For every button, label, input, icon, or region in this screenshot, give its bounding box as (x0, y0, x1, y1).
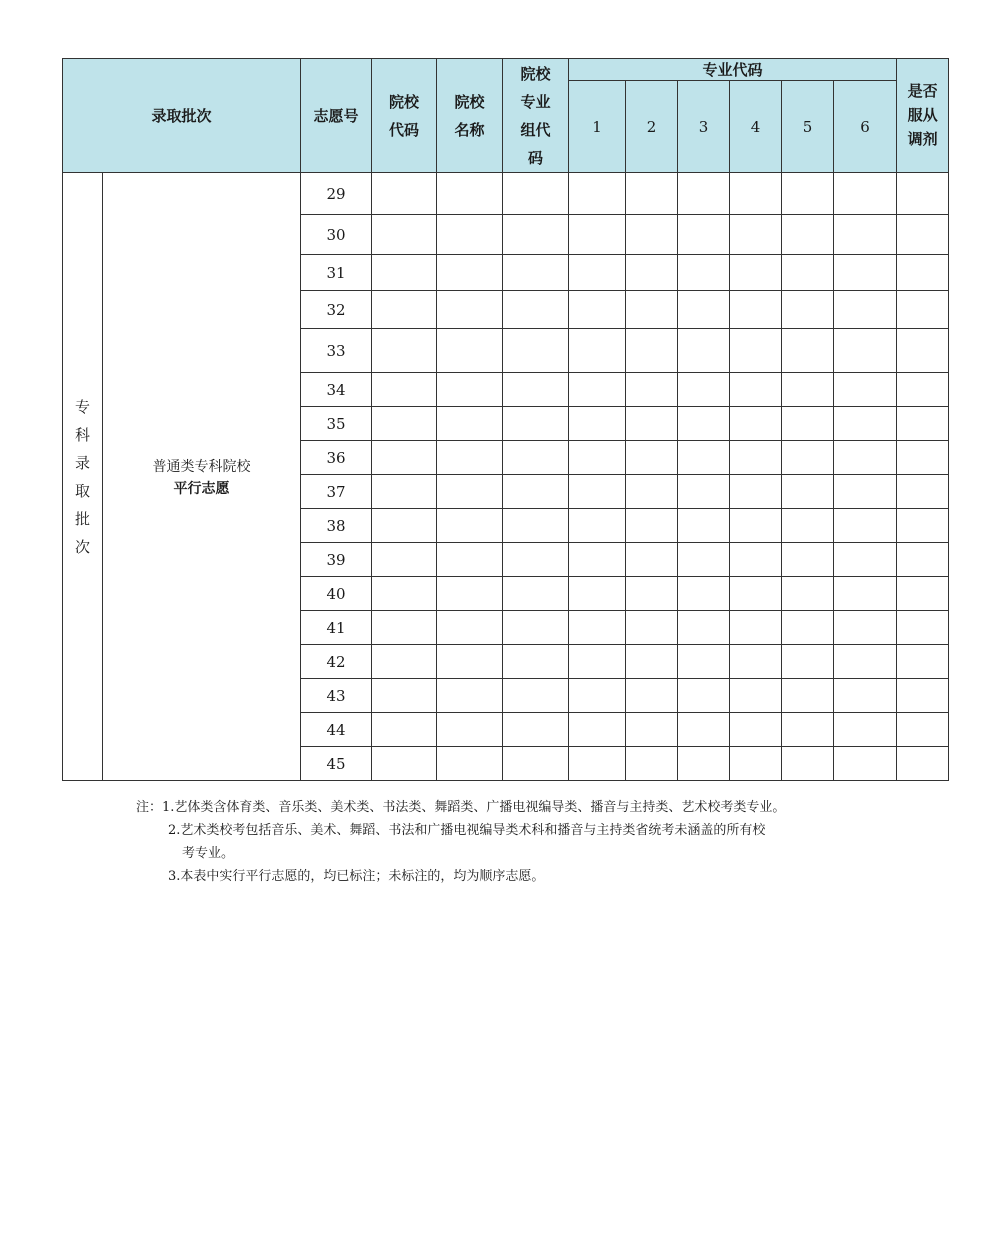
wish-row (63, 173, 949, 215)
school-code-cell[interactable] (372, 291, 437, 329)
major-2-cell[interactable] (626, 173, 678, 215)
school-name-cell[interactable] (437, 645, 503, 679)
wish-number: 32 (301, 291, 372, 329)
school-code-cell[interactable] (372, 509, 437, 543)
major-3-cell[interactable] (678, 577, 730, 611)
major-6-cell[interactable] (834, 255, 897, 291)
adjust-cell[interactable] (897, 407, 949, 441)
major-3-cell[interactable] (678, 611, 730, 645)
school-name-cell[interactable] (437, 475, 503, 509)
wish-number: 29 (301, 173, 372, 215)
major-1-cell[interactable] (569, 509, 626, 543)
major-6-cell[interactable] (834, 407, 897, 441)
wish-number: 37 (301, 475, 372, 509)
wish-number: 35 (301, 407, 372, 441)
note-2-cont: 考专业。 (182, 846, 235, 861)
group-code-cell[interactable] (503, 509, 569, 543)
header-major-4: 4 (730, 81, 782, 173)
major-5-cell[interactable] (782, 255, 834, 291)
major-5-cell[interactable] (782, 173, 834, 215)
adjust-cell[interactable] (897, 329, 949, 373)
group-code-cell[interactable] (503, 173, 569, 215)
major-2-cell[interactable] (626, 645, 678, 679)
major-6-cell[interactable] (834, 747, 897, 781)
school-name-cell[interactable] (437, 291, 503, 329)
group-code-cell[interactable] (503, 255, 569, 291)
school-name-cell[interactable] (437, 713, 503, 747)
major-1-cell[interactable] (569, 373, 626, 407)
major-3-cell[interactable] (678, 215, 730, 255)
major-5-cell[interactable] (782, 475, 834, 509)
major-3-cell[interactable] (678, 291, 730, 329)
major-2-cell[interactable] (626, 543, 678, 577)
major-6-cell[interactable] (834, 679, 897, 713)
major-4-cell[interactable] (730, 291, 782, 329)
group-code-cell[interactable] (503, 373, 569, 407)
major-1-cell[interactable] (569, 713, 626, 747)
major-4-cell[interactable] (730, 407, 782, 441)
adjust-cell[interactable] (897, 645, 949, 679)
batch-level: 专科录取批次 (74, 397, 90, 556)
major-5-cell[interactable] (782, 373, 834, 407)
header-school-name: 院校名称 (437, 59, 503, 173)
school-code-cell[interactable] (372, 407, 437, 441)
application-form-table (62, 58, 949, 781)
school-code-cell[interactable] (372, 577, 437, 611)
major-5-cell[interactable] (782, 543, 834, 577)
school-name-cell[interactable] (437, 329, 503, 373)
header-school-code: 院校代码 (372, 59, 437, 173)
major-6-cell[interactable] (834, 291, 897, 329)
group-code-cell[interactable] (503, 747, 569, 781)
major-3-cell[interactable] (678, 329, 730, 373)
batch-name: 普通类专科院校 (152, 458, 251, 475)
adjust-cell[interactable] (897, 173, 949, 215)
wish-number: 30 (301, 215, 372, 255)
school-name-cell[interactable] (437, 441, 503, 475)
adjust-cell[interactable] (897, 509, 949, 543)
adjust-cell[interactable] (897, 713, 949, 747)
major-4-cell[interactable] (730, 577, 782, 611)
major-1-cell[interactable] (569, 679, 626, 713)
wish-number: 38 (301, 509, 372, 543)
major-6-cell[interactable] (834, 475, 897, 509)
notes (136, 796, 926, 888)
school-code-cell[interactable] (372, 475, 437, 509)
header-major-2: 2 (626, 81, 678, 173)
header-wish-no: 志愿号 (301, 59, 372, 173)
school-code-cell[interactable] (372, 215, 437, 255)
major-1-cell[interactable] (569, 543, 626, 577)
wish-number: 40 (301, 577, 372, 611)
note-2: 2.艺术类校考包括音乐、美术、舞蹈、书法和广播电视编导类术科和播音与主持类省统考未涵盖的所有校 (168, 823, 766, 838)
major-5-cell[interactable] (782, 291, 834, 329)
major-5-cell[interactable] (782, 679, 834, 713)
school-code-cell[interactable] (372, 543, 437, 577)
wish-number: 44 (301, 713, 372, 747)
adjust-cell[interactable] (897, 373, 949, 407)
major-4-cell[interactable] (730, 611, 782, 645)
major-3-cell[interactable] (678, 475, 730, 509)
school-name-cell[interactable] (437, 577, 503, 611)
note-1: 注：1.艺体类含体育类、音乐类、美术类、书法类、舞蹈类、广播电视编导类、播音与主持类、艺术校考类专业。 (136, 800, 786, 815)
adjust-cell[interactable] (897, 611, 949, 645)
school-name-cell[interactable] (437, 543, 503, 577)
school-name-cell[interactable] (437, 679, 503, 713)
group-code-cell[interactable] (503, 611, 569, 645)
school-name-cell[interactable] (437, 509, 503, 543)
major-1-cell[interactable] (569, 407, 626, 441)
school-name-cell[interactable] (437, 747, 503, 781)
major-4-cell[interactable] (730, 679, 782, 713)
major-6-cell[interactable] (834, 373, 897, 407)
major-4-cell[interactable] (730, 475, 782, 509)
group-code-cell[interactable] (503, 577, 569, 611)
wish-number: 43 (301, 679, 372, 713)
major-4-cell[interactable] (730, 255, 782, 291)
header-major-1: 1 (569, 81, 626, 173)
major-3-cell[interactable] (678, 679, 730, 713)
school-code-cell[interactable] (372, 679, 437, 713)
major-1-cell[interactable] (569, 577, 626, 611)
major-2-cell[interactable] (626, 475, 678, 509)
wish-number: 45 (301, 747, 372, 781)
major-4-cell[interactable] (730, 543, 782, 577)
major-2-cell[interactable] (626, 407, 678, 441)
major-5-cell[interactable] (782, 645, 834, 679)
major-3-cell[interactable] (678, 173, 730, 215)
major-6-cell[interactable] (834, 215, 897, 255)
major-1-cell[interactable] (569, 329, 626, 373)
major-5-cell[interactable] (782, 747, 834, 781)
major-6-cell[interactable] (834, 543, 897, 577)
group-code-cell[interactable] (503, 645, 569, 679)
major-3-cell[interactable] (678, 543, 730, 577)
school-code-cell[interactable] (372, 747, 437, 781)
wish-number: 33 (301, 329, 372, 373)
major-1-cell[interactable] (569, 215, 626, 255)
major-2-cell[interactable] (626, 611, 678, 645)
major-3-cell[interactable] (678, 255, 730, 291)
major-3-cell[interactable] (678, 407, 730, 441)
major-2-cell[interactable] (626, 679, 678, 713)
major-2-cell[interactable] (626, 215, 678, 255)
major-5-cell[interactable] (782, 509, 834, 543)
major-1-cell[interactable] (569, 475, 626, 509)
group-code-cell[interactable] (503, 543, 569, 577)
major-1-cell[interactable] (569, 291, 626, 329)
major-6-cell[interactable] (834, 645, 897, 679)
school-name-cell[interactable] (437, 407, 503, 441)
major-5-cell[interactable] (782, 611, 834, 645)
major-6-cell[interactable] (834, 713, 897, 747)
major-6-cell[interactable] (834, 173, 897, 215)
major-6-cell[interactable] (834, 441, 897, 475)
adjust-cell[interactable] (897, 215, 949, 255)
major-5-cell[interactable] (782, 441, 834, 475)
major-4-cell[interactable] (730, 713, 782, 747)
school-code-cell[interactable] (372, 373, 437, 407)
wish-number: 34 (301, 373, 372, 407)
school-name-cell[interactable] (437, 255, 503, 291)
school-code-cell[interactable] (372, 645, 437, 679)
adjust-cell[interactable] (897, 543, 949, 577)
adjust-cell[interactable] (897, 577, 949, 611)
school-code-cell[interactable] (372, 255, 437, 291)
group-code-cell[interactable] (503, 679, 569, 713)
header-major-5: 5 (782, 81, 834, 173)
school-name-cell[interactable] (437, 373, 503, 407)
group-code-cell[interactable] (503, 215, 569, 255)
wish-number: 31 (301, 255, 372, 291)
major-4-cell[interactable] (730, 509, 782, 543)
major-4-cell[interactable] (730, 373, 782, 407)
major-1-cell[interactable] (569, 611, 626, 645)
major-2-cell[interactable] (626, 291, 678, 329)
major-4-cell[interactable] (730, 441, 782, 475)
batch-name-cell (103, 173, 301, 781)
group-code-cell[interactable] (503, 475, 569, 509)
major-5-cell[interactable] (782, 713, 834, 747)
major-1-cell[interactable] (569, 173, 626, 215)
major-2-cell[interactable] (626, 255, 678, 291)
major-5-cell[interactable] (782, 577, 834, 611)
adjust-cell[interactable] (897, 291, 949, 329)
school-code-cell[interactable] (372, 329, 437, 373)
adjust-cell[interactable] (897, 475, 949, 509)
major-2-cell[interactable] (626, 373, 678, 407)
header-group-code: 院校专业组代码 (503, 59, 569, 173)
school-name-cell[interactable] (437, 611, 503, 645)
major-3-cell[interactable] (678, 713, 730, 747)
major-5-cell[interactable] (782, 329, 834, 373)
major-3-cell[interactable] (678, 509, 730, 543)
school-name-cell[interactable] (437, 215, 503, 255)
major-2-cell[interactable] (626, 441, 678, 475)
major-1-cell[interactable] (569, 441, 626, 475)
group-code-cell[interactable] (503, 713, 569, 747)
note-3: 3.本表中实行平行志愿的，均已标注；未标注的，均为顺序志愿。 (168, 869, 545, 884)
major-4-cell[interactable] (730, 215, 782, 255)
major-4-cell[interactable] (730, 173, 782, 215)
wish-number: 42 (301, 645, 372, 679)
wish-number: 36 (301, 441, 372, 475)
adjust-cell[interactable] (897, 255, 949, 291)
major-3-cell[interactable] (678, 373, 730, 407)
group-code-cell[interactable] (503, 329, 569, 373)
major-4-cell[interactable] (730, 747, 782, 781)
major-4-cell[interactable] (730, 329, 782, 373)
header-major-3: 3 (678, 81, 730, 173)
major-1-cell[interactable] (569, 255, 626, 291)
school-name-cell[interactable] (437, 173, 503, 215)
major-5-cell[interactable] (782, 407, 834, 441)
batch-level-cell (63, 173, 103, 781)
major-6-cell[interactable] (834, 329, 897, 373)
major-4-cell[interactable] (730, 645, 782, 679)
major-3-cell[interactable] (678, 645, 730, 679)
batch-type: 平行志愿 (173, 480, 230, 497)
header-major-6: 6 (834, 81, 897, 173)
header-major-code: 专业代码 (569, 59, 897, 81)
header-adjust: 是否服从调剂 (897, 59, 949, 173)
wish-number: 39 (301, 543, 372, 577)
major-2-cell[interactable] (626, 747, 678, 781)
school-code-cell[interactable] (372, 713, 437, 747)
major-3-cell[interactable] (678, 747, 730, 781)
adjust-cell[interactable] (897, 747, 949, 781)
major-5-cell[interactable] (782, 215, 834, 255)
school-code-cell[interactable] (372, 611, 437, 645)
major-3-cell[interactable] (678, 441, 730, 475)
major-2-cell[interactable] (626, 713, 678, 747)
group-code-cell[interactable] (503, 441, 569, 475)
group-code-cell[interactable] (503, 291, 569, 329)
adjust-cell[interactable] (897, 679, 949, 713)
major-1-cell[interactable] (569, 747, 626, 781)
school-code-cell[interactable] (372, 173, 437, 215)
major-6-cell[interactable] (834, 611, 897, 645)
major-2-cell[interactable] (626, 577, 678, 611)
adjust-cell[interactable] (897, 441, 949, 475)
major-6-cell[interactable] (834, 509, 897, 543)
major-2-cell[interactable] (626, 509, 678, 543)
header-batch: 录取批次 (63, 59, 301, 173)
school-code-cell[interactable] (372, 441, 437, 475)
wish-number: 41 (301, 611, 372, 645)
major-6-cell[interactable] (834, 577, 897, 611)
group-code-cell[interactable] (503, 407, 569, 441)
major-1-cell[interactable] (569, 645, 626, 679)
major-2-cell[interactable] (626, 329, 678, 373)
